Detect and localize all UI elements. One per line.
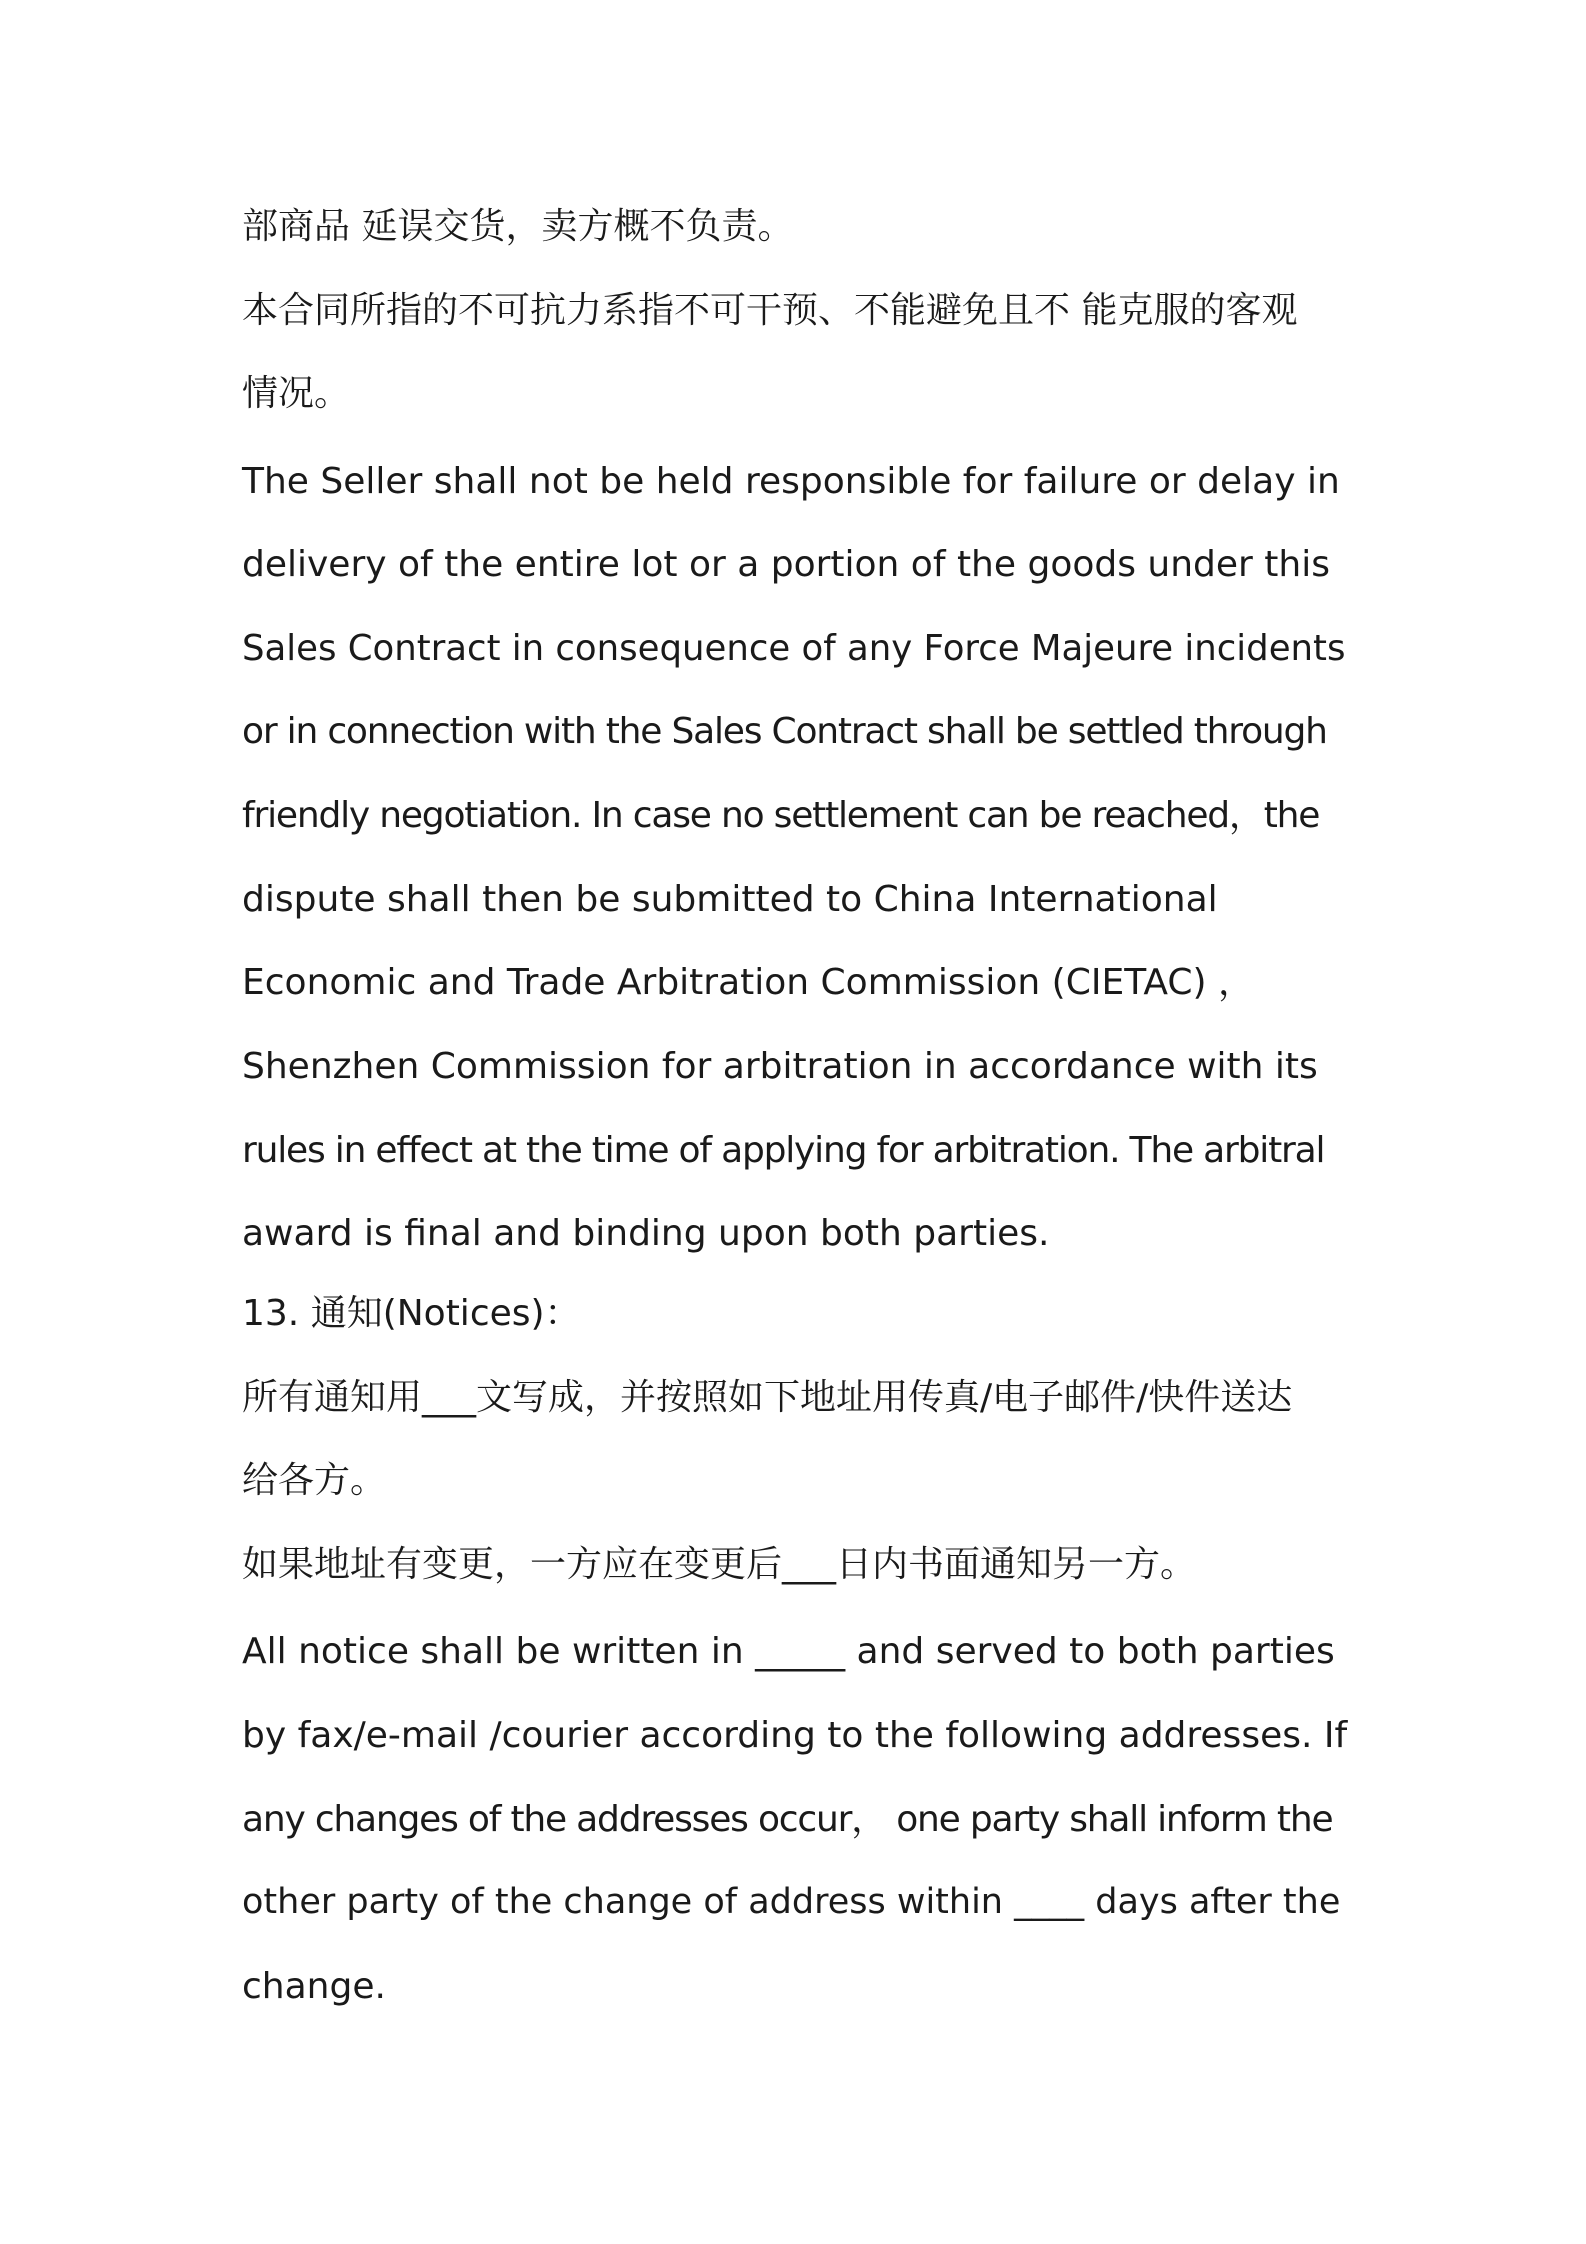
text-line: other party of the change of address within ____ days after the — [242, 1882, 1341, 1922]
text-line: 给各方。 — [242, 1460, 387, 1501]
text-line: Economic and Trade Arbitration Commission (CIETAC) ， — [242, 962, 1255, 1003]
text-line: All notice shall be written in _____ and served to both parties — [242, 1631, 1335, 1672]
section-heading: 13. 通知(Notices)： — [242, 1293, 581, 1334]
text-line: delivery of the entire lot or a portion of the goods under this — [242, 544, 1330, 585]
text-line: 如果地址有变更，一方应在变更后___日内书面通知另一方。 — [242, 1544, 1197, 1585]
text-line: any changes of the addresses occur， one party shall inform the — [242, 1799, 1333, 1840]
text-line: or in connection with the Sales Contract shall be settled through — [242, 711, 1327, 752]
text-line: rules in effect at the time of applying for arbitration. The arbitral — [242, 1130, 1325, 1171]
text-line: friendly negotiation. In case no settlement can be reached，the — [242, 795, 1320, 836]
text-line: Sales Contract in consequence of any Force Majeure incidents — [242, 628, 1346, 669]
text-line: The Seller shall not be held responsible for failure or delay in — [242, 461, 1340, 502]
text-line: change. — [242, 1966, 386, 2007]
text-line: award is final and binding upon both parties. — [242, 1213, 1050, 1254]
text-line: 情况。 — [242, 373, 351, 414]
text-line: 本合同所指的不可抗力系指不可干预、不能避免且不 能克服的客观 — [242, 290, 1298, 331]
text-line: by fax/e-mail /courier according to the following addresses. If — [242, 1715, 1348, 1756]
text-line: 部商品 延误交货，卖方概不负责。 — [242, 206, 794, 247]
text-line: 所有通知用___文写成，并按照如下地址用传真/电子邮件/快件送达 — [242, 1377, 1293, 1418]
text-line: Shenzhen Commission for arbitration in accordance with its — [242, 1046, 1318, 1087]
text-line: dispute shall then be submitted to China International — [242, 879, 1218, 920]
